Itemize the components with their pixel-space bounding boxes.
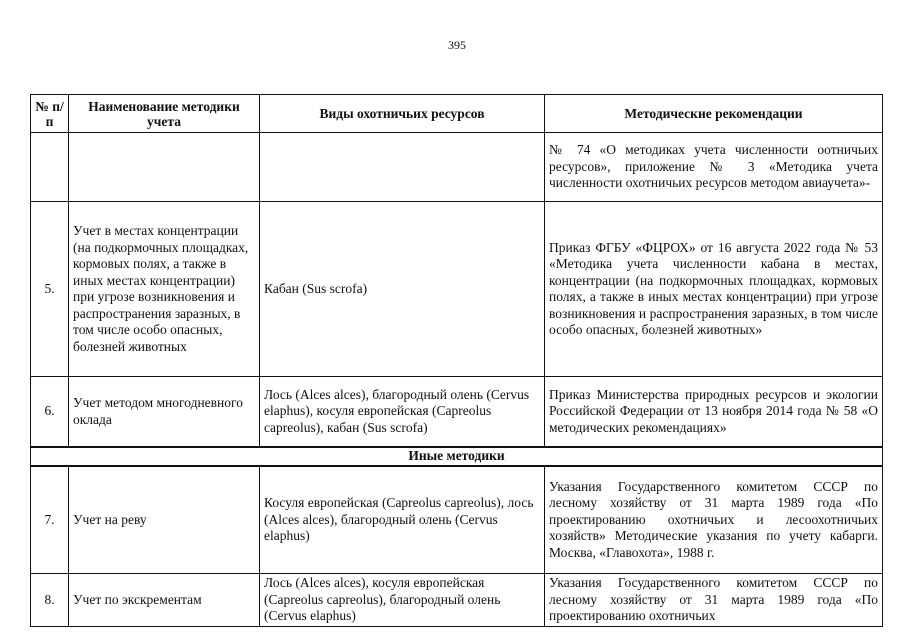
section-row (31, 447, 883, 466)
table-row-7 (31, 466, 883, 574)
table-row-8 (31, 574, 883, 627)
table-header-row (31, 95, 883, 133)
cell-method: Учет по экскрементам (69, 574, 260, 627)
cell-num: 6. (31, 377, 69, 448)
cell-species: Лось (Alces alces), благородный олень (Cervus elaphus), косуля европейская (Capreolus capreolus), кабан (Sus scrofa) (260, 377, 545, 448)
cell-recommendations: Указания Государственного комитетом СССР по лесному хозяйству от 31 марта 1989 года «По проектированию охотничьих (545, 574, 883, 627)
cell-method: Учет методом многодневного оклада (69, 377, 260, 448)
section-title: Иные методики (31, 447, 883, 466)
cell-method (69, 133, 260, 202)
cell-recommendations: Указания Государственного комитетом СССР по лесному хозяйству от 31 марта 1989 года «По проектированию охотничьих и лесоохотничьих хозяйств» Методические указания по учету кабарги. Москва, «Главохота», 1988 г. (545, 466, 883, 574)
header-recommendations: Методические рекомендации (545, 95, 883, 133)
cell-num: 8. (31, 574, 69, 627)
cell-recommendations: Приказ ФГБУ «ФЦРОХ» от 16 августа 2022 года № 53 «Методика учета численности кабана в местах, концентрации (на подкормочных площадках, кормовых полях, а также в иных местах концентрации) при угрозе возникновения и распространения заразных, в том числе особо опасных, болезней животных» (545, 202, 883, 377)
cell-num: 7. (31, 466, 69, 574)
cell-species: Лось (Alces alces), косуля европейская (Capreolus capreolus), благородный олень (Cervus elaphus) (260, 574, 545, 627)
cell-method: Учет на реву (69, 466, 260, 574)
cell-method: Учет в местах концентрации (на подкормочных площадках, кормовых полях, а также в иных местах концентрации) при угрозе возникновения и распространения заразных, в том числе особо опасных, болезней животных (69, 202, 260, 377)
cell-recommendations: № 74 «О методиках учета численности оотничьих ресурсов», приложение № 3 «Методика учета численности охотничьих ресурсов методом авиаучета»- (545, 133, 883, 202)
page-number: 395 (448, 38, 466, 52)
cell-num (31, 133, 69, 202)
table-row-5 (31, 202, 883, 377)
header-method: Наименование методики учета (69, 95, 260, 133)
cell-num: 5. (31, 202, 69, 377)
table-row-continuation (31, 133, 883, 202)
cell-species: Кабан (Sus scrofa) (260, 202, 545, 377)
cell-recommendations: Приказ Министерства природных ресурсов и экологии Российской Федерации от 13 ноября 2014 года № 58 «О методических рекомендациях» (545, 377, 883, 448)
header-num: № п/п (31, 95, 69, 133)
header-species: Виды охотничьих ресурсов (260, 95, 545, 133)
cell-species: Косуля европейская (Capreolus capreolus), лось (Alces alces), благородный олень (Cervus elaphus) (260, 466, 545, 574)
table-row-6 (31, 377, 883, 448)
cell-species (260, 133, 545, 202)
methods-table (30, 94, 883, 627)
